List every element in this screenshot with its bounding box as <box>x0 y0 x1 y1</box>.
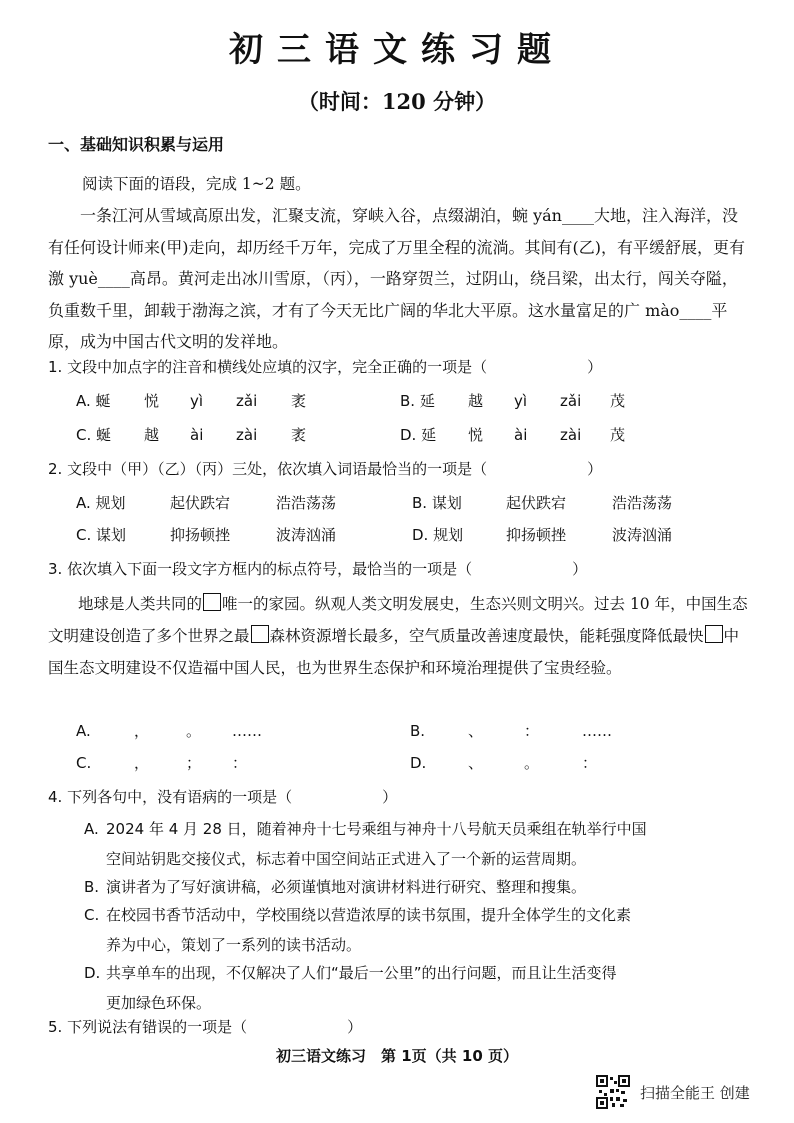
qr-code-icon <box>596 1075 630 1109</box>
exam-time: （时间：120 分钟） <box>297 89 497 114</box>
q1-option-d: D. 延 悦 ài zài 茂 <box>400 426 626 444</box>
q2-option-b: B. 谋划 起伏跌宕 浩浩荡荡 <box>412 494 673 512</box>
punctuation-box-1 <box>203 593 221 611</box>
question-1-close: ） <box>587 358 603 376</box>
q3-option-c: C. ， ； ： <box>76 754 248 772</box>
q3-option-d: D. 、 。 ： <box>410 754 598 772</box>
punctuation-box-2 <box>251 625 269 643</box>
punctuation-box-3 <box>705 625 723 643</box>
q3-option-b: B. 、 ： …… <box>410 722 612 740</box>
q1-option-c: C. 蜒 越 ài zài 袤 <box>76 426 307 444</box>
q4-option-d: D. 共享单车的出现，不仅解决了人们“最后一公里”的出行问题，而且让生活变得 更加绿色环保。 <box>84 964 617 1012</box>
question-5 <box>48 1016 362 1037</box>
question-4 <box>48 786 397 807</box>
question-3 <box>48 558 587 579</box>
question-2-stem: 2. 文段中（甲）（乙）（丙）三处，依次填入词语最恰当的一项是（ <box>48 460 488 478</box>
page-footer: 初三语文练习 第 1页（共 10 页） <box>276 1047 518 1065</box>
q2-option-d: D. 规划 抑扬顿挫 波涛汹涌 <box>412 526 673 544</box>
question-4-stem: 4. 下列各句中，没有语病的一项是（ <box>48 788 293 806</box>
q4-option-a: A. 2024 年 4 月 28 日，随着神舟十七号乘组与神舟十八号航天员乘组在轨举行中国 空间站钥匙交接仪式，标志着中国空间站正式进入了一个新的运营周期。 <box>84 820 647 868</box>
question-2 <box>48 458 602 479</box>
question-1 <box>48 356 602 377</box>
reading-intro: 阅读下面的语段，完成 1~2 题。 <box>82 175 311 193</box>
q2-option-a: A. 规划 起伏跌宕 浩浩荡荡 <box>76 494 337 512</box>
reading-passage: 一条江河从雪域高原出发，汇聚支流，穿峡入谷，点缀湖泊，蜿 yán____大地，注入海洋，没有任何设计师来(甲)走向，却历经千万年，完成了万里全程的流淌。其间有(乙)，有平缓舒展，更有激 yuè____高昂。黄河走出冰川雪原，（丙），一路穿贺兰，过阴山，绕吕梁，出太行，闯关夺隘，负重数千里，卸载于渤海之滨，才有了今天无比广阔的华北大平原。这水量富足的广 mào____平原，成为中国古代文明的发祥地。 <box>48 206 745 351</box>
q4-option-b: B. 演讲者为了写好演讲稿，必须谨慎地对演讲材料进行研究、整理和搜集。 <box>84 878 587 896</box>
q2-option-c: C. 谋划 抑扬顿挫 波涛汹涌 <box>76 526 337 544</box>
question-1-stem: 1. 文段中加点字的注音和横线处应填的汉字，完全正确的一项是（ <box>48 358 488 376</box>
section-heading: 一、基础知识积累与运用 <box>48 135 225 154</box>
question-5-stem: 5. 下列说法有错误的一项是（ <box>48 1018 248 1036</box>
q1-option-a: A. 蜒 悦 yì zǎi 袤 <box>76 392 307 410</box>
q1-option-b: B. 延 越 yì zǎi 茂 <box>400 392 626 410</box>
question-5-close: ） <box>347 1018 363 1036</box>
exam-title: 初三语文练习题 <box>229 30 565 70</box>
q4-option-c: C. 在校园书香节活动中，学校围绕以营造浓厚的读书氛围，提升全体学生的文化素 养为中心，策划了一系列的读书活动。 <box>84 906 632 954</box>
question-3-stem: 3. 依次填入下面一段文字方框内的标点符号，最恰当的一项是（ <box>48 560 473 578</box>
scanner-watermark: 扫描全能王 创建 <box>640 1084 750 1102</box>
question-3-close: ） <box>572 560 588 578</box>
question-4-close: ） <box>382 788 398 806</box>
q3-option-a: A. ， 。 …… <box>76 722 262 740</box>
punctuation-passage: 地球是人类共同的 唯一的家园。纵观人类文明发展史，生态兴则文明兴。过去 10 年，中国生态文明建设创造了多个世界之最 森林资源增长最多，空气质量改善速度最快，能耗强度降低最快 中国生态文明建设不仅造福中国人民，也为世界生态保护和环境治理提供了宝贵经验。 <box>48 595 748 677</box>
question-2-close: ） <box>587 460 603 478</box>
